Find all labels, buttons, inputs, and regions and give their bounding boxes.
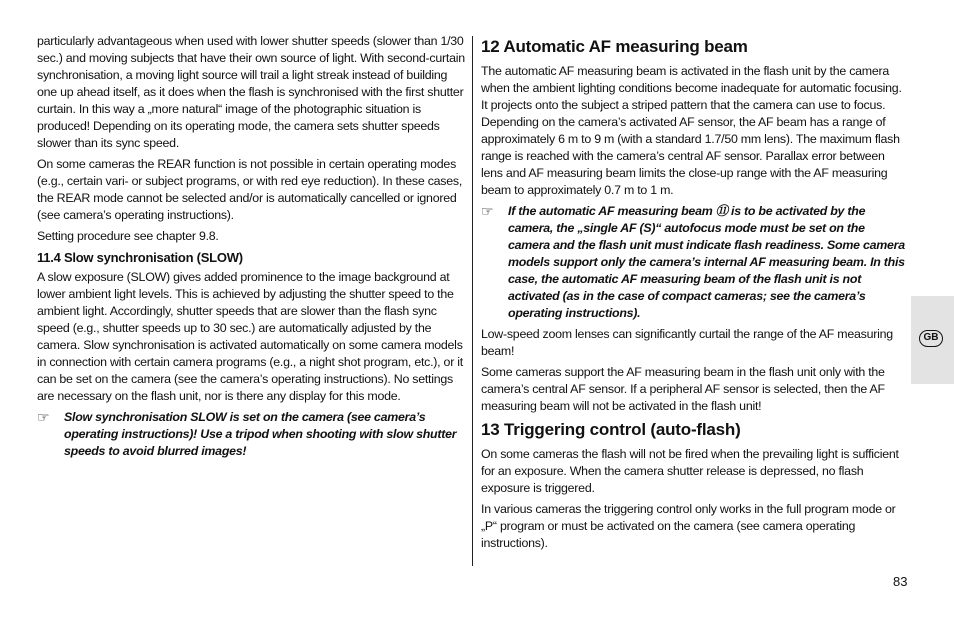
body-paragraph: Low-speed zoom lenses can significantly curtail the range of the AF measuring beam!	[481, 327, 893, 358]
section-heading-11-4: 11.4 Slow synchronisation (SLOW)	[37, 250, 243, 265]
page-number: 83	[893, 574, 908, 589]
note-text: If the automatic AF measuring beam ⑪ is to be activated by the camera, the „single AF (S)“ autofocus mode must be set on the camera and the flash unit must indicate flash readiness. Some camera models support only the camera’s internal AF measuring beam. In this case, the automatic AF measuring beam of the flash unit is not activated (as in the case of compact cameras; see the camera’s operating instructions).	[508, 204, 905, 320]
body-paragraph: In various cameras the triggering control only works in the full program mode or „P“ program or must be activated on the camera (see camera operating instructions).	[481, 502, 896, 550]
body-paragraph: Some cameras support the AF measuring beam in the flash unit only with the camera’s central AF sensor. If a peripheral AF sensor is selected, then the AF measuring beam will not be activated in the flash unit!	[481, 365, 885, 413]
section-heading-12: 12 Automatic AF measuring beam	[481, 37, 748, 56]
right-column	[481, 33, 909, 556]
note-block	[481, 203, 909, 322]
body-paragraph: Setting procedure see chapter 9.8.	[37, 229, 219, 243]
pointing-hand-icon: ☞	[37, 409, 50, 425]
section-heading-13: 13 Triggering control (auto-flash)	[481, 420, 741, 439]
pointing-hand-icon: ☞	[481, 203, 494, 219]
column-divider	[472, 36, 473, 566]
left-column	[37, 33, 465, 464]
body-paragraph: The automatic AF measuring beam is activated in the flash unit by the camera when the ambient lighting conditions become inadequate for automatic focusing. It projects onto the subject a striped pattern that the camera can use to focus. Depending on the camera’s activated AF sensor, the AF beam has a range of approximately 6 m to 9 m (with a standard 1.7/50 mm lens). The maximum flash range is reached with the camera’s central AF sensor. Parallax error between lens and AF measuring beam limits the close-up range with the AF measuring beam to approximately 0.7 m to 1 m.	[481, 64, 902, 197]
note-text: Slow synchronisation SLOW is set on the camera (see camera’s operating instructions)! Use a tripod when shooting with slow shutter speeds to avoid blurred images!	[64, 410, 457, 458]
body-paragraph: On some cameras the REAR function is not possible in certain operating modes (e.g., certain vari- or subject programs, or with red eye reduction). In these cases, the REAR mode cannot be selected and/or is automatically cancelled or ignored (see camera’s operating instructions).	[37, 157, 463, 222]
note-block	[37, 409, 465, 460]
body-paragraph: On some cameras the flash will not be fired when the prevailing light is sufficient for an exposure. When the camera shutter release is depressed, no flash exposure is triggered.	[481, 447, 899, 495]
body-paragraph: A slow exposure (SLOW) gives added prominence to the image background at lower ambient light levels. This is achieved by adjusting the shutter speed to the ambient light. Accordingly, shutter speeds that are slower than the flash sync speed (e.g., shutter speeds up to 30 sec.) are automatically adjusted by the camera. Slow synchronisation is activated automatically on some camera models in connection with certain camera programs (e.g., a night shot program, etc.), or it can be set on the camera (see the camera’s operating instructions). No settings are necessary on the flash unit, nor is there any display for this mode.	[37, 270, 463, 403]
body-paragraph: particularly advantageous when used with lower shutter speeds (slower than 1/30 sec.) and moving subjects that have their own source of light. With second-curtain synchronisation, a moving light source will trail a light streak instead of building one up ahead itself, as it does when the flash is synchronised with the first shutter curtain. In this way a „more natural“ image of the photographic situation is produced! Depending on its operating mode, the camera sets shutter speeds slower than its sync speed.	[37, 34, 465, 150]
language-badge: GB	[919, 330, 943, 347]
